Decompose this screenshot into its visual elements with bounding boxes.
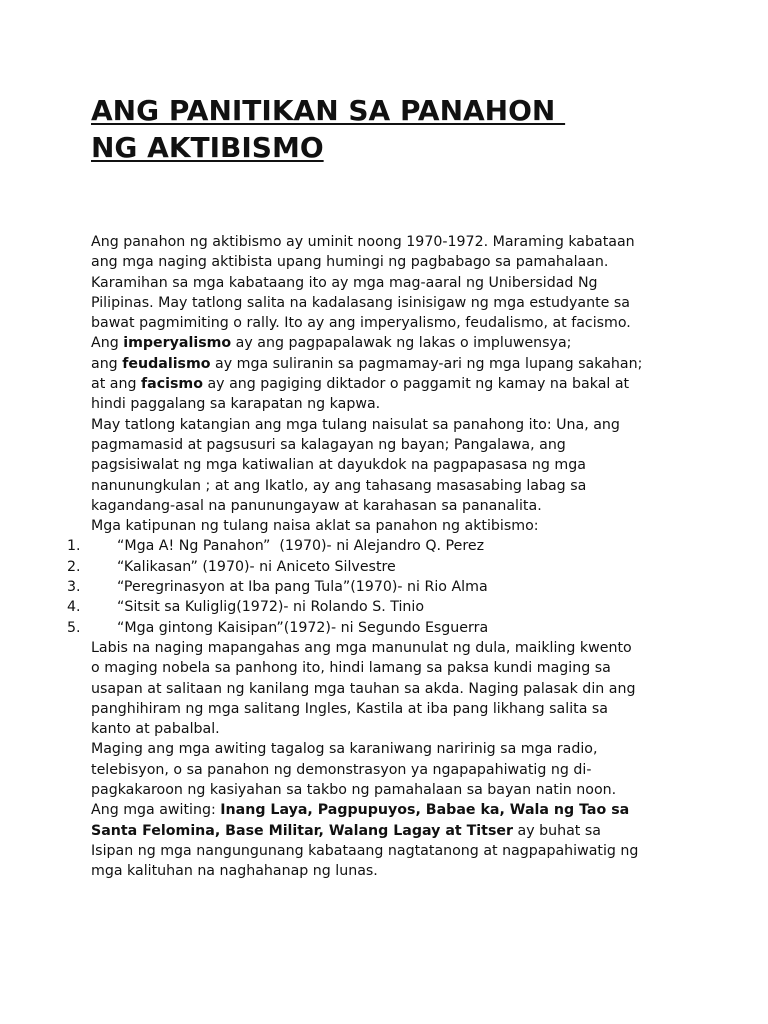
title-line-2: NG AKTIBISMO xyxy=(91,131,324,164)
page-title xyxy=(91,92,691,166)
term-imperyalismo: imperyalismo xyxy=(123,335,232,352)
term-facismo: facismo xyxy=(140,376,203,393)
list-item xyxy=(0,618,768,638)
list-item-text: “Peregrinasyon at Iba pang Tula”(1970)- ni Rio Alma xyxy=(117,579,488,596)
list-item xyxy=(0,536,768,556)
list-item-text: “Sitsit sa Kuliglig(1972)- ni Rolando S. Tinio xyxy=(117,599,425,616)
list-item-text: “Mga A! Ng Panahon” (1970)- ni Alejandro Q. Perez xyxy=(117,538,485,555)
paragraph-line: usapan at salitaan ng kanilang mga tauhan sa akda. Naging palasak din ang xyxy=(91,680,636,697)
songs-line: Santa Felomina, Base Militar, Walang Lagay at Titser ay buhat sa xyxy=(91,822,601,839)
list-number: 5. xyxy=(67,619,81,636)
list-item xyxy=(0,577,768,597)
list-number: 1. xyxy=(67,538,81,555)
list-item-text: “Mga gintong Kaisipan”(1972)- ni Segundo Esguerra xyxy=(117,619,489,636)
paragraph-line: May tatlong katangian ang mga tulang naisulat sa panahong ito: Una, ang xyxy=(91,416,620,433)
definition-line: Ang imperyalismo ay ang pagpapalawak ng lakas o impluwensya; xyxy=(91,335,572,352)
songs-line: Ang mga awiting: Inang Laya, Pagpupuyos, Babae ka, Wala ng Tao sa xyxy=(91,802,630,819)
paragraph-line: pagkakaroon ng kasiyahan sa takbo ng pamahalaan sa bayan natin noon. xyxy=(91,782,617,799)
paragraph-line: bawat pagmimiting o rally. Ito ay ang imperyalismo, feudalismo, at facismo. xyxy=(91,315,631,332)
list-number: 3. xyxy=(67,579,81,596)
list-item xyxy=(0,597,768,617)
paragraph-line: telebisyon, o sa panahon ng demonstrasyon ya ngapapahiwatig ng di- xyxy=(91,761,592,778)
paragraph-line: pagsisiwalat ng mga katiwalian at dayukdok na pagpapasasa ng mga xyxy=(91,457,586,474)
paragraph-line: panghihiram ng mga salitang Ingles, Kastila at iba pang likhang salita sa xyxy=(91,700,608,717)
list-item xyxy=(0,557,768,577)
song-titles: Inang Laya, Pagpupuyos, Babae ka, Wala ng Tao sa xyxy=(220,802,630,819)
term-feudalismo: feudalismo xyxy=(122,355,211,372)
article-body xyxy=(0,232,768,882)
list-number: 2. xyxy=(67,558,81,575)
list-item-text: “Kalikasan” (1970)- ni Aniceto Silvestre xyxy=(117,558,396,575)
paragraph-line: ang mga naging aktibista upang humingi ng pagbabago sa pamahalaan. xyxy=(91,254,609,271)
paragraph-line: nanunungkulan ; at ang Ikatlo, ay ang tahasang masasabing labag sa xyxy=(91,477,587,494)
paragraph-line: mga kalituhan na naghahanap ng lunas. xyxy=(91,863,378,880)
definition-line: ang feudalismo ay mga suliranin sa pagmamay-ari ng mga lupang sakahan; xyxy=(91,355,643,372)
title-line-1: ANG PANITIKAN SA PANAHON xyxy=(91,94,566,127)
definition-line: at ang facismo ay ang pagiging diktador o paggamit ng kamay na bakal at xyxy=(91,376,630,393)
paragraph-line: Karamihan sa mga kabataang ito ay mga mag-aaral ng Unibersidad Ng xyxy=(91,274,598,291)
paragraph-line: pagmamasid at pagsusuri sa kalagayan ng bayan; Pangalawa, ang xyxy=(91,436,566,453)
paragraph-line: Ang panahon ng aktibismo ay uminit noong 1970-1972. Maraming kabataan xyxy=(91,234,635,250)
paragraph-line: Pilipinas. May tatlong salita na kadalasang isinisigaw ng mga estudyante sa xyxy=(91,294,630,311)
paragraph-line: Maging ang mga awiting tagalog sa karaniwang naririnig sa mga radio, xyxy=(91,741,598,758)
paragraph-line: Isipan ng mga nangungunang kabataang nagtatanong at nagpapahiwatig ng xyxy=(91,842,639,859)
paragraph-line: hindi paggalang sa karapatan ng kapwa. xyxy=(91,396,381,413)
paragraph-line: kanto at pabalbal. xyxy=(91,721,220,738)
list-number: 4. xyxy=(67,599,81,616)
paragraph-line: o maging nobela sa panhong ito, hindi lamang sa paksa kundi maging sa xyxy=(91,660,611,677)
paragraph-line: kagandang-asal na panunungayaw at karahasan sa pananalita. xyxy=(91,497,542,514)
paragraph-line: Mga katipunan ng tulang naisa aklat sa panahon ng aktibismo: xyxy=(91,518,539,535)
song-titles: Santa Felomina, Base Militar, Walang Lagay at Titser xyxy=(91,822,514,839)
paragraph-line: Labis na naging mapangahas ang mga manunulat ng dula, maikling kwento xyxy=(91,639,632,656)
